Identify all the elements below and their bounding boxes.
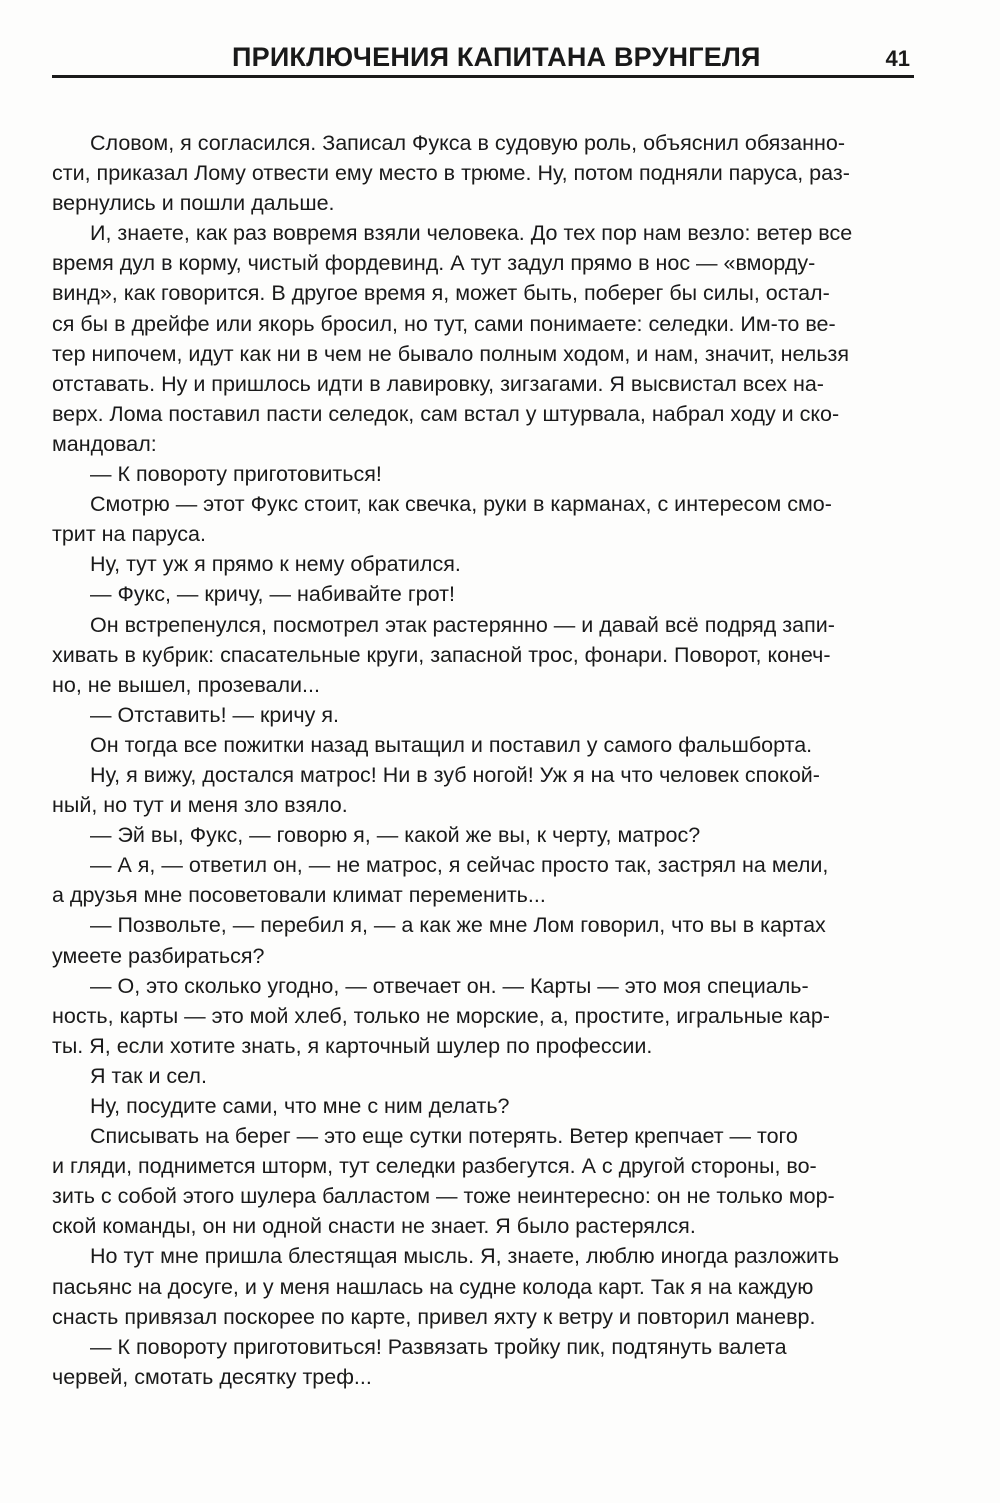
paragraph: Ну, тут уж я прямо к нему обратился. [90,552,461,577]
paragraph: И, знаете, как раз вовремя взяли человека. До тех пор нам везло: ветер все время дул в корму, чистый фордевинд. А тут задул прямо в нос — «вморду- винд», как говорится. В другое время я, может быть, поберег бы силы, остал- ся бы в дрейфе или якорь бросил, но тут, сами понимаете: селедки. Им-то ве- тер нипочем, идут как ни в чем не бывало полным ходом, и нам, значит, нельзя отставать. Ну и пришлось идти в лавировку, зигзагами. Я высвистал всех на- верх. Лома поставил пасти селедок, сам встал у штурвала, набрал ходу и ско- мандовал: [52,221,853,456]
running-title: ПРИКЛЮЧЕНИЯ КАПИТАНА ВРУНГЕЛЯ [232,42,761,72]
paragraph: Смотрю — этот Фукс стоит, как свечка, руки в карманах, с интересом смо- трит на паруса. [52,492,832,547]
running-header [52,40,914,78]
paragraph: Он тогда все пожитки назад вытащил и поставил у самого фальшборта. [90,732,813,757]
paragraph: Он встрепенулся, посмотрел этак растерянно — и давай всё подряд запи- хивать в кубрик: спасательные круги, запасной трос, фонари. Поворот, конеч- но, не вышел, прозевали... [52,612,835,697]
paragraph: Словом, я согласился. Записал Фукса в судовую роль, объяснил обязанно- сти, приказал Лому отвести ему место в трюме. Ну, потом подняли паруса, раз- вернулись и пошли дальше. [52,131,850,216]
paragraph: — Фукс, — кричу, — набивайте грот! [90,582,455,607]
paragraph: Я так и сел. [90,1063,207,1088]
paragraph: — Эй вы, Фукс, — говорю я, — какой же вы, к черту, матрос? [90,823,701,848]
paragraph: Ну, я вижу, достался матрос! Ни в зуб ногой! Уж я на что человек спокой- ный, но тут и меня зло взяло. [52,762,820,818]
paragraph: — К повороту приготовиться! [90,462,382,487]
paragraph: Но тут мне пришла блестящая мысль. Я, знаете, люблю иногда разложить пасьянс на досуге, и у меня нашлась на судне колода карт. Так я на каждую снасть привязал поскорее по карте, привел яхту к ветру и повторил маневр. [52,1244,840,1329]
page-number: 41 [885,46,910,71]
paragraph: Ну, посудите сами, что мне с ним делать? [90,1094,510,1118]
paragraph: — К повороту приготовиться! Развязать тройку пик, подтянуть валета червей, смотать десятку треф... [52,1334,787,1389]
body-text [52,128,916,1392]
paragraph: — А я, — ответил он, — не матрос, я сейчас просто так, застрял на мели, а друзья мне посоветовали климат переменить... [52,853,829,908]
paragraph: — Отставить! — кричу я. [90,702,339,727]
paragraph: — Позвольте, — перебил я, — а как же мне Лом говорил, что вы в картах умеете разбираться? [52,913,826,968]
paragraph: Списывать на берег — это еще сутки потерять. Ветер крепчает — того и гляди, поднимется шторм, тут селедки разбегутся. А с другой стороны, во- зить с собой этого шулера балластом — тоже неинтересно: он не только мор- ской команды, он ни одной снасти не знает. Я было растерялся. [52,1124,835,1239]
header-rule [52,75,914,78]
paragraph: — О, это сколько угодно, — отвечает он. — Карты — это моя специаль- ность, карты — это мой хлеб, только не морские, а, простите, игральные кар- ты. Я, если хотите знать, я карточный шулер по профессии. [52,973,830,1058]
